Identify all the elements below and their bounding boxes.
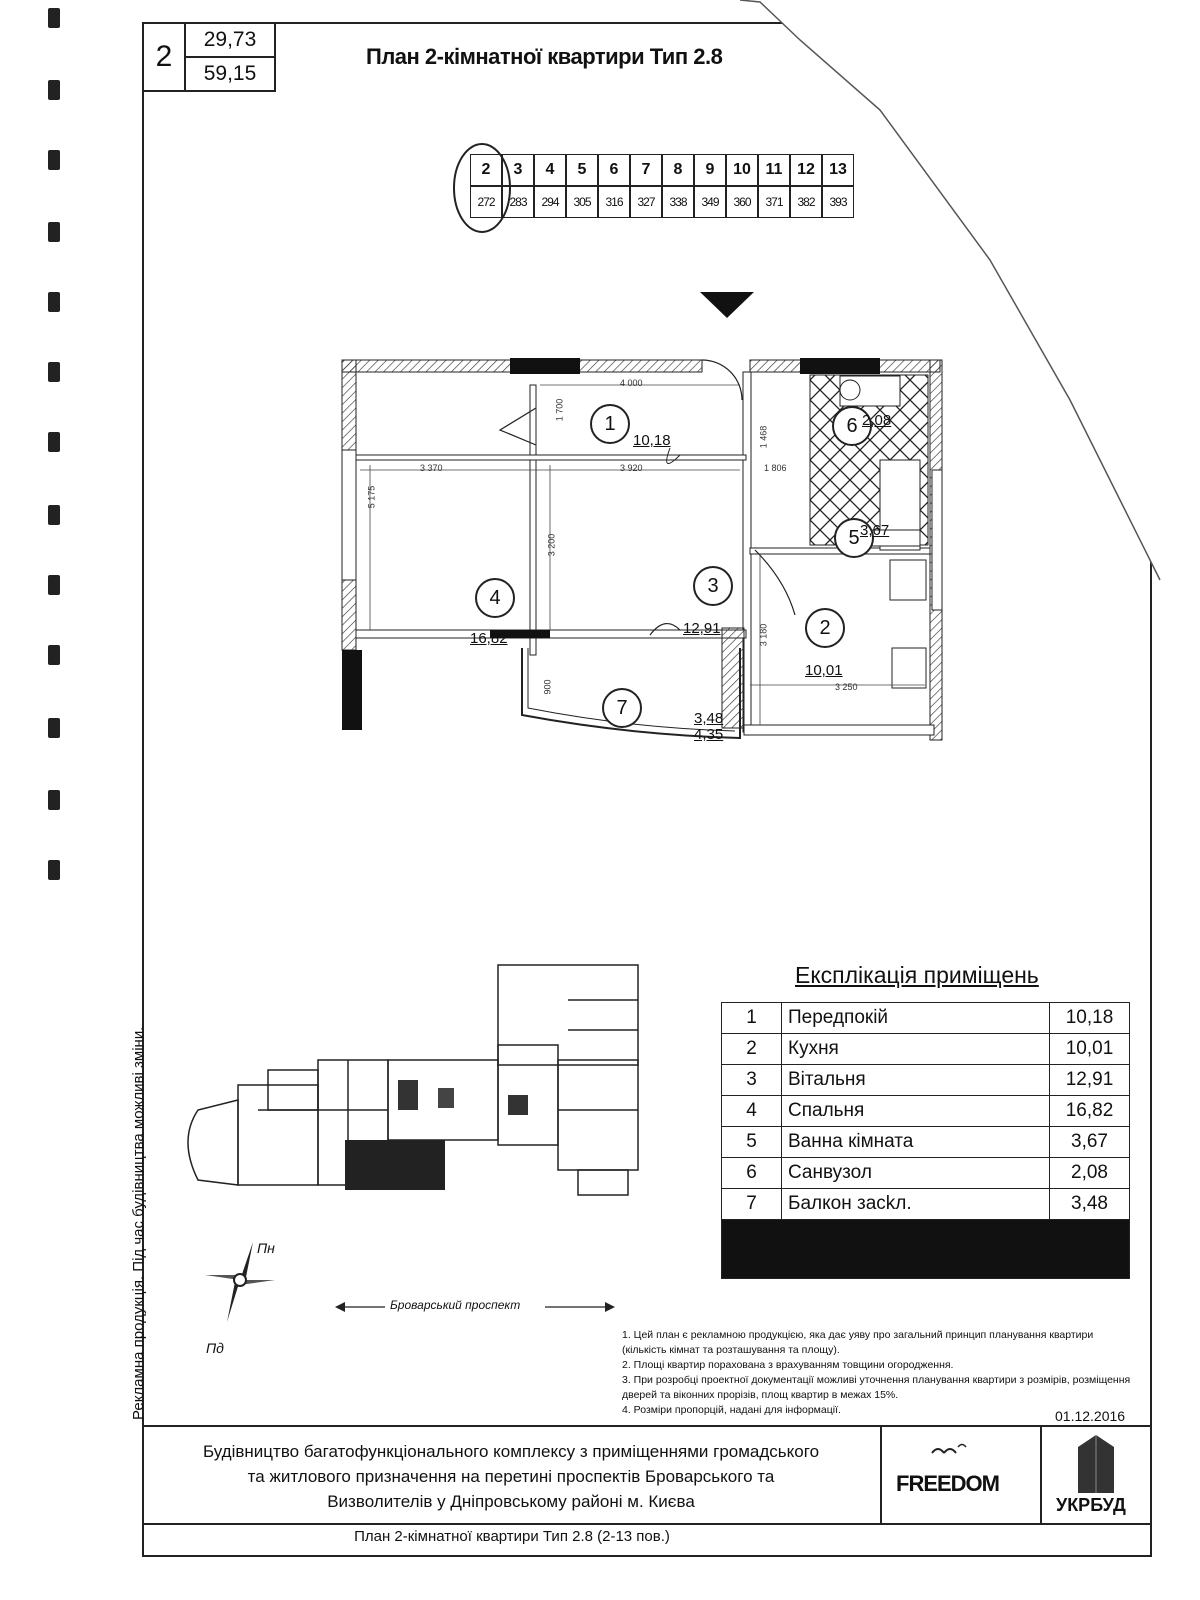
building-icon [1070,1433,1120,1495]
apartment-number-cell: 360 [726,186,758,218]
living-area: 29,73 [203,28,257,51]
room-count: 2 [155,40,173,73]
compass-south: Пд [206,1340,224,1356]
total-area: 59,15 [203,62,257,85]
footer-line: та житлового призначення на перетині проспектів Броварського та [247,1467,775,1486]
explication-area: 16,82 [1050,1096,1130,1127]
apartment-number-cell: 305 [566,186,598,218]
room-number-1: 1 [590,404,630,444]
apartment-number-cell: 371 [758,186,790,218]
explication-area: 2,08 [1050,1158,1130,1189]
floor-cell: 3 [502,154,534,186]
floor-cell: 10 [726,154,758,186]
notes-block [622,1328,1132,1418]
dim-label: 4 000 [620,378,643,388]
room-area-3: 12,91 [683,620,721,637]
explication-room-name: Ванна кімната [782,1127,1050,1158]
binding-hole [48,150,60,170]
explication-room-name: Кухня [782,1034,1050,1065]
explication-row [722,1034,1130,1065]
explication-number: 5 [722,1127,782,1158]
room-number-6: 6 [832,406,872,446]
explication-area: 3,48 [1050,1189,1130,1220]
binding-hole [48,362,60,382]
note-item: 4. Розміри пропорцій, надані для інформації. [622,1404,841,1416]
apartment-number-cell: 393 [822,186,854,218]
binding-hole [48,222,60,242]
floor-cell: 12 [790,154,822,186]
floor-cell: 4 [534,154,566,186]
dim-label: 5 175 [366,485,377,509]
floor-highlight-circle [448,138,518,238]
explication-room-name: Спальня [782,1096,1050,1127]
room-area-7: 3,48 [694,710,724,727]
apartment-number-cell: 272 [470,186,502,218]
room-number-4: 4 [475,578,515,618]
explication-number: 6 [722,1158,782,1189]
explication-number: 2 [722,1034,782,1065]
apartment-number-cell: 382 [790,186,822,218]
binding-hole [48,292,60,312]
dim-label: 3 200 [546,533,557,557]
date-stamp: 01.12.2016 [1055,1408,1126,1424]
footer-divider [142,1523,1152,1525]
dim-label: 1 468 [758,425,769,449]
explication-room-name: Вітальня [782,1065,1050,1096]
footer-description [142,1425,882,1525]
floor-cell: 6 [598,154,630,186]
living-area-box [184,22,276,58]
explication-number: 1 [722,1003,782,1034]
room-area-2: 10,01 [805,662,843,679]
explication-row [722,1096,1130,1127]
explication-room-name: Передпокій [782,1003,1050,1034]
floor-cell: 7 [630,154,662,186]
floor-cell: 8 [662,154,694,186]
floor-cell: 5 [566,154,598,186]
room-area-5: 3,67 [860,522,890,539]
binding-hole [48,575,60,595]
binding-hole [48,80,60,100]
explication-number: 7 [722,1189,782,1220]
ukrbud-logo [1042,1425,1152,1523]
vertical-disclaimer: Рекламна продукція. Під час будівництва можливі зміни. [130,1026,147,1420]
dim-label: 900 [542,679,553,695]
apartment-number-cell: 338 [662,186,694,218]
explication-area: 3,67 [1050,1127,1130,1158]
binding-hole [48,790,60,810]
explication-row [722,1127,1130,1158]
dim-label: 3 920 [620,463,643,473]
room-area-6: 2,08 [862,412,892,429]
floor-cell: 9 [694,154,726,186]
explication-area: 12,91 [1050,1065,1130,1096]
apartment-number-cell: 349 [694,186,726,218]
note-item: 3. При розробці проектної документації можливі уточнення планування квартири з розмірів, розміщення дверей та віконних прорізів, площ квартир в межах 15%. [622,1374,1131,1401]
room-number-3: 3 [693,566,733,606]
redacted-total-row [722,1220,1130,1279]
note-item: 1. Цей план є рекламною продукцією, яка дає уяву про загальний принцип планування квартири (кількість кімнат та розташування та площу). [622,1329,1094,1356]
street-label: Броварський проспект [390,1298,521,1312]
binding-hole [48,718,60,738]
floor-cell: 13 [822,154,854,186]
apartment-number-cell: 316 [598,186,630,218]
footer-plan-title: План 2-кімнатної квартири Тип 2.8 (2-13 пов.) [354,1528,670,1545]
dim-label: 3 180 [758,623,769,647]
explication-area: 10,18 [1050,1003,1130,1034]
total-area-box [184,56,276,92]
entrance-arrow-icon [700,292,754,320]
apartment-number-cell: 283 [502,186,534,218]
dim-label: 3 370 [420,463,443,473]
dim-label: 1 806 [764,463,787,473]
explication-room-name: Санвузол [782,1158,1050,1189]
explication-room-name: Балкон засkл. [782,1189,1050,1220]
freedom-logo [882,1425,1042,1523]
binding-hole [48,8,60,28]
dim-label: 3 250 [835,682,858,692]
binding-hole [48,432,60,452]
note-item: 2. Площі квартир порахована з врахуванням товщини огородження. [622,1359,954,1371]
dim-label: 1 700 [554,398,565,422]
explication-number: 3 [722,1065,782,1096]
page-title: План 2-кімнатної квартири Тип 2.8 [366,44,723,69]
footer-line: Визволителів у Дніпровському районі м. Києва [327,1492,695,1511]
binding-hole [48,505,60,525]
floor-cell: 2 [470,154,502,186]
room-number-2: 2 [805,608,845,648]
explication-title: Експлікація приміщень [795,962,1039,988]
birds-icon [930,1439,970,1463]
apartment-number-cell: 327 [630,186,662,218]
explication-row [722,1065,1130,1096]
freedom-wordmark: FREEDOM [896,1471,999,1496]
room-count-box [142,22,186,92]
room-number-5: 5 [834,518,874,558]
explication-number: 4 [722,1096,782,1127]
floor-cell: 11 [758,154,790,186]
ukrbud-wordmark: УКРБУД [1056,1495,1126,1515]
binding-hole [48,860,60,880]
building-key-plan [178,960,678,1220]
compass-north: Пн [257,1240,275,1256]
explication-area: 10,01 [1050,1034,1130,1065]
apartment-number-cell: 294 [534,186,566,218]
room-area-4: 16,82 [470,630,508,647]
explication-table [721,1002,1130,1279]
explication-row [722,1003,1130,1034]
room-number-7: 7 [602,688,642,728]
room-area-1: 10,18 [633,432,671,449]
binding-hole [48,645,60,665]
room-area-full-7: 4,35 [694,726,724,743]
explication-row [722,1189,1130,1220]
footer-line: Будівництво багатофункціонального комплексу з приміщеннями громадського [202,1442,820,1461]
explication-row [722,1158,1130,1189]
